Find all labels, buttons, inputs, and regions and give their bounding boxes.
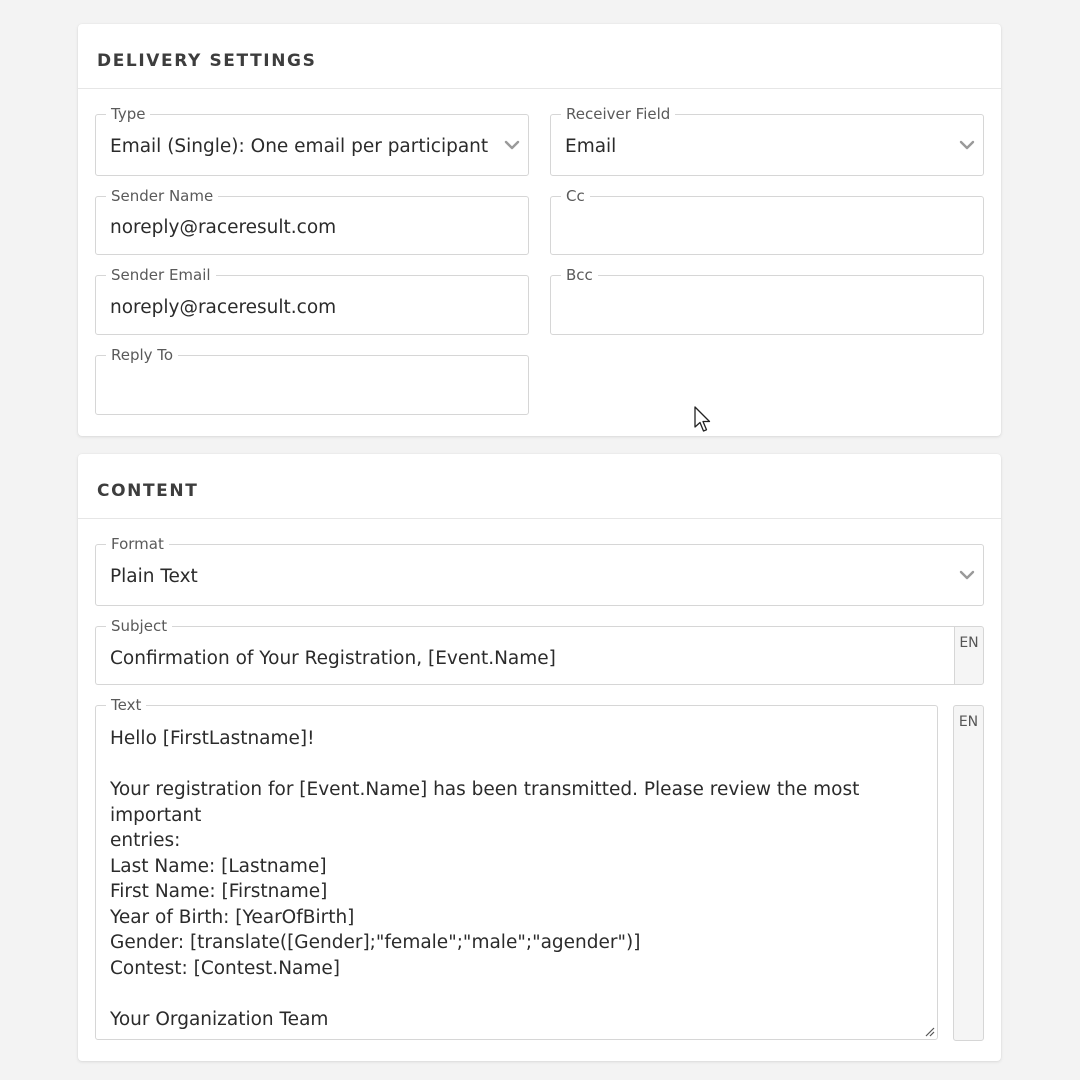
type-select[interactable] [95, 105, 529, 176]
text-label: Text [106, 696, 146, 714]
format-select[interactable] [95, 535, 984, 606]
text-textarea[interactable] [95, 696, 938, 1040]
mouse-pointer-icon [693, 405, 713, 435]
content-card [78, 454, 1001, 1061]
chevron-down-icon [959, 137, 975, 153]
sender-name-field[interactable] [95, 187, 529, 255]
text-line: First Name: [Firstname] [110, 881, 328, 902]
subject-language-badge[interactable]: EN [954, 626, 984, 685]
bcc-field[interactable] [550, 266, 984, 335]
sender-email-label: Sender Email [106, 266, 216, 284]
chevron-down-icon [504, 137, 520, 153]
card-divider [78, 518, 1001, 519]
type-label: Type [106, 105, 150, 123]
reply-to-label: Reply To [106, 346, 178, 364]
chevron-down-icon [959, 567, 975, 583]
text-line [110, 752, 923, 778]
type-value: Email (Single): One email per participant [110, 136, 489, 157]
text-line: Hello [FirstLastname]! [110, 728, 315, 749]
text-line: entries: [110, 830, 181, 851]
cc-label: Cc [561, 187, 590, 205]
text-line: Last Name: [Lastname] [110, 855, 327, 877]
sender-name-label: Sender Name [106, 187, 218, 205]
text-content [110, 726, 923, 1032]
sender-email-value: noreply@raceresult.com [110, 297, 337, 318]
receiver-field-label: Receiver Field [561, 105, 675, 123]
format-value: Plain Text [110, 566, 198, 587]
text-line: Contest: [Contest.Name] [110, 957, 340, 979]
resize-handle-icon[interactable] [923, 1025, 935, 1037]
text-line: Gender: [translate([Gender];"female";"male";"agender")] [110, 932, 641, 953]
reply-to-field[interactable] [95, 346, 529, 415]
content-title: CONTENT [97, 481, 199, 501]
format-label: Format [106, 535, 169, 553]
delivery-settings-card [78, 24, 1001, 436]
cc-field[interactable] [550, 187, 984, 255]
subject-label: Subject [106, 617, 172, 635]
text-language-badge[interactable]: EN [953, 705, 984, 1041]
delivery-settings-title: DELIVERY SETTINGS [97, 51, 317, 71]
bcc-label: Bcc [561, 266, 598, 284]
receiver-field-select[interactable] [550, 105, 984, 176]
text-line: Year of Birth: [YearOfBirth] [110, 906, 355, 928]
card-divider [78, 88, 1001, 89]
text-line: Your Organization Team [110, 1008, 329, 1030]
receiver-field-value: Email [565, 136, 617, 157]
text-line: Your registration for [Event.Name] has been transmitted. Please review the most important [110, 779, 866, 826]
sender-email-field[interactable] [95, 266, 529, 335]
subject-value: Confirmation of Your Registration, [Event.Name] [110, 648, 556, 669]
subject-field[interactable] [95, 617, 955, 685]
text-line [110, 981, 923, 1007]
sender-name-value: noreply@raceresult.com [110, 217, 337, 238]
